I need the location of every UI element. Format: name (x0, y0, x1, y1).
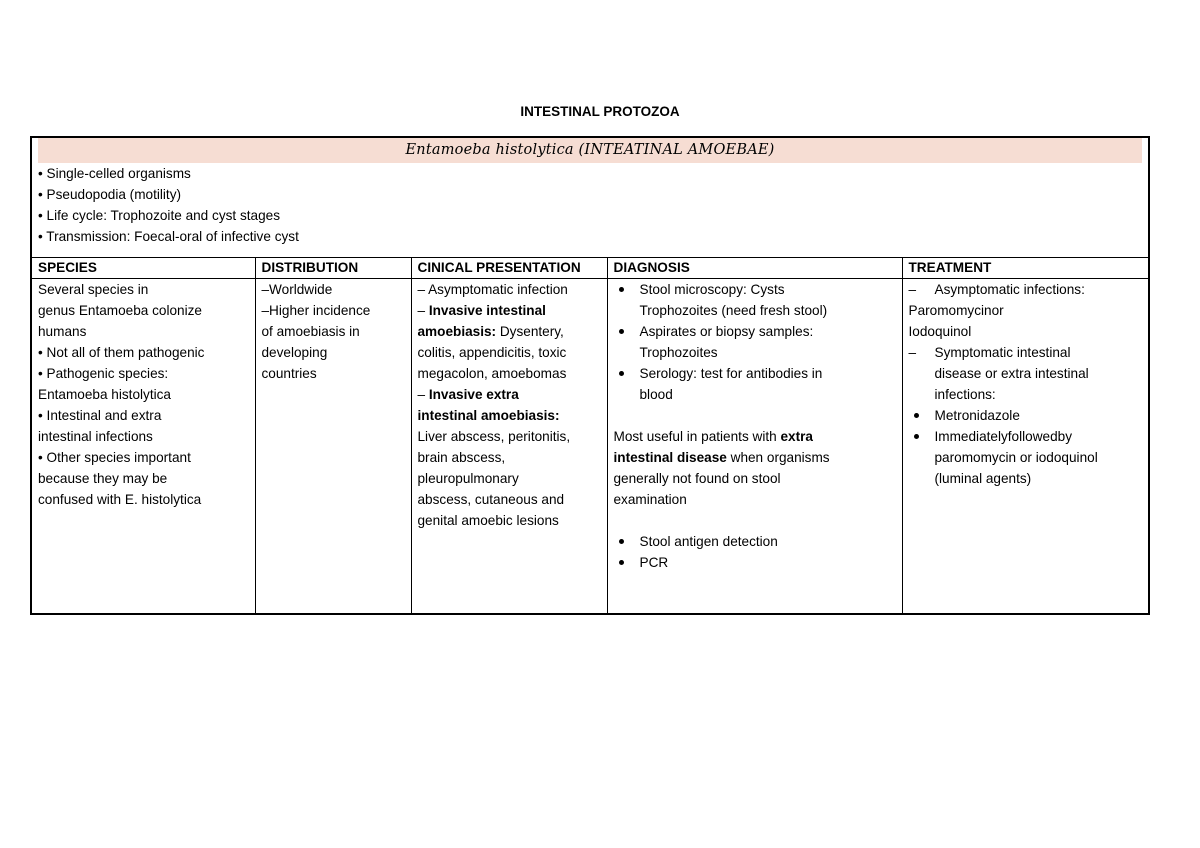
diagnosis-text: Stool microscopy: Cysts (639, 282, 785, 297)
clinical-line (418, 300, 601, 321)
clinical-line: colitis, appendicitis, toxic (417, 345, 567, 360)
diagnosis-text: Serology: test for antibodies in (639, 366, 823, 381)
diagnosis-paragraph-line: examination (613, 492, 687, 507)
treatment-dash-item (909, 342, 1143, 405)
species-line: because they may be (38, 471, 168, 486)
treatment-cell (902, 279, 1149, 615)
diagnosis-text: Trophozoites (need fresh stool) (639, 303, 828, 318)
clinical-line: – Asymptomatic infection (417, 282, 568, 297)
distribution-line: of amoebiasis in (261, 324, 360, 339)
species-line: intestinal infections (38, 429, 153, 444)
treatment-text: disease or extra intestinal (934, 366, 1089, 381)
diagnosis-cell (607, 279, 902, 615)
intro-line: • Life cycle: Trophozoite and cyst stages (38, 208, 281, 223)
diagnosis-text: Aspirates or biopsy samples: (639, 324, 814, 339)
species-line: • Not all of them pathogenic (38, 345, 205, 360)
clinical-line: genital amoebic lesions (417, 513, 559, 528)
list-item (614, 552, 896, 573)
dash-text: – (417, 303, 429, 318)
header-diagnosis: DIAGNOSIS (607, 258, 902, 279)
diagnosis-text: Stool antigen detection (639, 534, 778, 549)
diagnosis-bold-text: extra (780, 429, 813, 444)
intro-line: • Single-celled organisms (38, 166, 191, 181)
species-line: humans (38, 324, 87, 339)
species-line: Several species in (38, 282, 149, 297)
header-treatment: TREATMENT (902, 258, 1149, 279)
banner-cell (31, 137, 1149, 163)
list-item (909, 426, 1143, 489)
clinical-line: megacolon, amoebomas (417, 366, 567, 381)
species-line: confused with E. histolytica (38, 492, 202, 507)
treatment-text: paromomycin or iodoquinol (934, 450, 1098, 465)
treatment-text: Immediatelyfollowedby (934, 429, 1073, 444)
diagnosis-text: PCR (639, 555, 669, 570)
diagnosis-text: when organisms (726, 450, 830, 465)
diagnosis-text: blood (639, 387, 673, 402)
clinical-line: brain abscess, (417, 450, 506, 465)
dash-text: – (417, 387, 429, 402)
distribution-cell (255, 279, 411, 615)
treatment-list (909, 405, 1143, 489)
list-item (614, 531, 896, 552)
species-line: • Pathogenic species: (38, 366, 169, 381)
clinical-line (418, 321, 601, 342)
header-distribution: DISTRIBUTION (255, 258, 411, 279)
clinical-cell (411, 279, 607, 615)
dash-text: – (908, 345, 917, 360)
clinical-line: Liver abscess, peritonitis, (417, 429, 571, 444)
diagnosis-text: Most useful in patients with (613, 429, 781, 444)
diagnosis-list (614, 531, 896, 573)
invasive-extra-label: Invasive extra (428, 387, 519, 402)
distribution-line: –Worldwide (261, 282, 333, 297)
diagnosis-list (614, 279, 896, 405)
treatment-text: Iodoquinol (908, 324, 972, 339)
header-clinical: CINICAL PRESENTATION (411, 258, 607, 279)
treatment-dash-item (909, 279, 1143, 300)
treatment-text: infections: (934, 387, 996, 402)
intro-line: • Transmission: Foecal-oral of infective cyst (38, 229, 299, 244)
treatment-text: Metronidazole (934, 408, 1020, 423)
treatment-text: Asymptomatic infections: (934, 282, 1085, 297)
intro-line: • Pseudopodia (motility) (38, 187, 182, 202)
clinical-text: Dysentery, (496, 324, 564, 339)
clinical-line: abscess, cutaneous and (417, 492, 565, 507)
species-line: • Other species important (38, 450, 191, 465)
species-cell (31, 279, 255, 615)
list-item (614, 279, 896, 321)
treatment-text: Symptomatic intestinal (934, 345, 1071, 360)
list-item (909, 405, 1143, 426)
distribution-line: developing (261, 345, 328, 360)
clinical-line (418, 384, 601, 405)
page-title: INTESTINAL PROTOZOA (520, 104, 680, 119)
clinical-line: intestinal amoebiasis: (417, 408, 560, 423)
intro-cell (31, 163, 1149, 258)
banner-title: Entamoeba histolytica (INTEATINAL AMOEBAE) (38, 138, 1142, 163)
clinical-line: pleuropulmonary (417, 471, 519, 486)
distribution-line: countries (261, 366, 317, 381)
distribution-line: –Higher incidence (261, 303, 371, 318)
diagnosis-paragraph-line (614, 426, 896, 447)
treatment-text: (luminal agents) (934, 471, 1032, 486)
species-line: • Intestinal and extra (38, 408, 162, 423)
amoebiasis-label: amoebiasis: (417, 324, 497, 339)
diagnosis-text: Trophozoites (639, 345, 718, 360)
header-species: SPECIES (31, 258, 255, 279)
dash-text: – (908, 282, 917, 297)
species-line: genus Entamoeba colonize (38, 303, 202, 318)
treatment-text: Paromomycinor (908, 303, 1004, 318)
protozoa-table (30, 136, 1150, 615)
diagnosis-bold-text: intestinal disease (613, 450, 727, 465)
diagnosis-paragraph-line: generally not found on stool (613, 471, 781, 486)
species-line: Entamoeba histolytica (38, 387, 171, 402)
invasive-intestinal-label: Invasive intestinal (428, 303, 546, 318)
diagnosis-paragraph-line (614, 447, 896, 468)
list-item (614, 363, 896, 405)
list-item (614, 321, 896, 363)
